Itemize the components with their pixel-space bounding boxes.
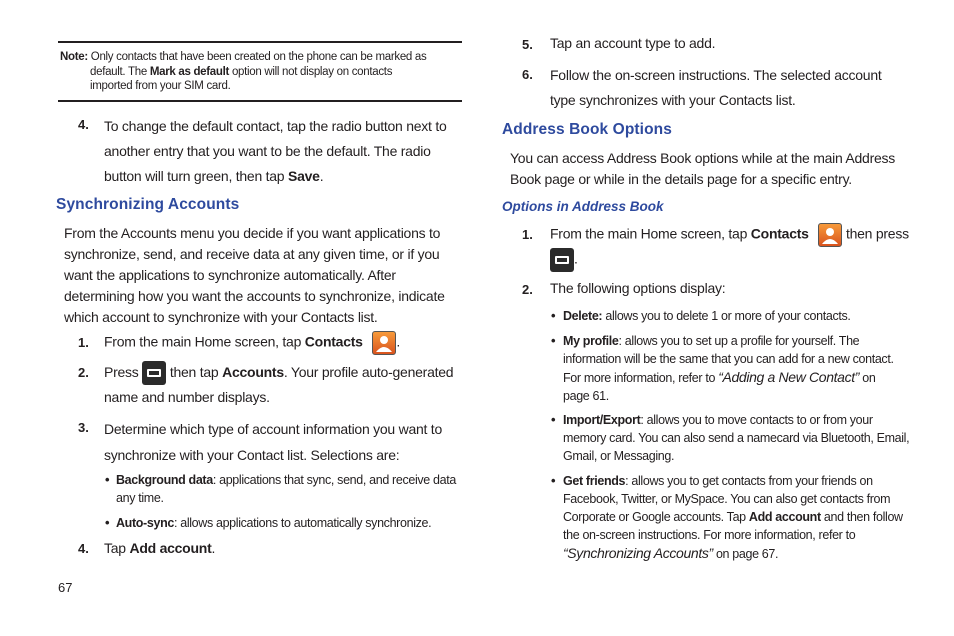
step-text — [550, 63, 910, 113]
paragraph-line: synchronize, send, and receive data at any given time, or if you — [64, 246, 440, 262]
bullet: • — [105, 472, 110, 487]
option-desc: Corporate or Google accounts. Tap — [563, 510, 749, 524]
option-my-profile — [563, 332, 923, 405]
option-desc: allows you to delete 1 or more of your contacts. — [602, 309, 851, 323]
note-block — [60, 50, 462, 94]
option-name: Delete: — [563, 309, 603, 323]
note-line-2: default. The — [90, 65, 150, 78]
option-desc: : allows you to move contacts to or from your — [640, 413, 873, 427]
option-desc: page 61. — [563, 389, 609, 403]
option-desc: the on-screen instructions. For more information, refer to — [563, 528, 856, 542]
page-number: 67 — [58, 580, 73, 595]
period: . — [211, 540, 216, 556]
step-line: another entry that you want to be the default. The radio — [104, 143, 431, 159]
note-mark-as-default: Mark as default — [149, 65, 230, 78]
option-desc: on — [859, 371, 876, 385]
option-desc: information will be the same that you can add for a new contact. — [563, 352, 894, 366]
step-number: 5. — [522, 37, 533, 52]
contacts-icon — [818, 223, 842, 247]
bullet: • — [551, 333, 556, 348]
option-desc: : allows you to set up a profile for yourself. The — [618, 334, 860, 348]
menu-key-icon — [142, 361, 166, 385]
bullet: • — [551, 473, 556, 488]
step-text: The following options display: — [550, 280, 726, 296]
step-text — [104, 360, 464, 410]
step-number: 1. — [522, 227, 533, 242]
bullet: • — [551, 308, 556, 323]
period: . — [396, 333, 400, 350]
option-delete — [563, 307, 913, 325]
step-number: 1. — [78, 335, 89, 350]
period: . — [319, 168, 324, 184]
step-text — [104, 331, 464, 355]
step-text — [550, 248, 578, 272]
contacts-label: Contacts — [304, 333, 363, 350]
step-number: 3. — [78, 420, 89, 435]
step-text — [104, 114, 464, 189]
paragraph-line: determining how you want the accounts to synchronize, indicate — [64, 288, 445, 304]
step-line: Follow the on-screen instructions. The selected account — [550, 67, 882, 83]
option-desc: : allows you to get contacts from your friends on — [625, 474, 873, 488]
option-get-friends — [563, 472, 923, 563]
option-import-export — [563, 411, 923, 465]
paragraph-line: Book page or while in the details page for a specific entry. — [510, 171, 852, 187]
option-desc: Facebook, Twitter, or MySpace. You can also get contacts from — [563, 492, 891, 506]
option-desc: any time. — [116, 491, 164, 505]
option-desc: : allows applications to automatically synchronize. — [173, 516, 432, 530]
step-text — [104, 538, 464, 559]
subheading-options-in-address-book: Options in Address Book — [502, 199, 664, 214]
bullet: • — [551, 412, 556, 427]
step-line: Press — [104, 364, 143, 380]
option-desc: : applications that sync, send, and receive data — [212, 473, 456, 487]
address-book-intro-paragraph — [510, 148, 910, 190]
step-line: name and number displays. — [104, 389, 270, 406]
paragraph-line: which account to synchronize with your Contacts list. — [64, 309, 378, 325]
contacts-icon — [372, 331, 396, 355]
note-line-3: imported from your SIM card. — [90, 80, 231, 92]
step-line: From the main Home screen, tap — [550, 225, 751, 242]
paragraph-line: You can access Address Book options while at the main Address — [510, 150, 896, 166]
step-line: synchronize with your Contact list. Selections are: — [104, 447, 400, 463]
option-desc: Gmail, or Messaging. — [563, 449, 675, 463]
paragraph-line: want the applications to synchronize automatically. After — [64, 267, 396, 283]
option-name: Get friends — [563, 474, 626, 488]
step-line: From the main Home screen, tap — [104, 333, 305, 350]
section-heading-address-book-options: Address Book Options — [502, 121, 672, 138]
step-number: 6. — [522, 67, 533, 82]
section-heading-synchronizing-accounts: Synchronizing Accounts — [56, 196, 240, 213]
option-background-data — [116, 471, 466, 507]
add-account-label: Add account — [748, 510, 821, 524]
step-line: . Your profile auto-generated — [283, 364, 454, 380]
sync-intro-paragraph — [64, 223, 464, 328]
add-account-label: Add account — [129, 540, 212, 556]
cross-reference: “Synchronizing Accounts” — [563, 545, 713, 561]
option-desc: and then follow — [820, 510, 903, 524]
step-number: 4. — [78, 117, 89, 132]
option-desc: memory card. You can also send a namecard via Bluetooth, Email, — [563, 431, 910, 445]
contacts-label: Contacts — [750, 225, 809, 242]
step-number: 2. — [522, 282, 533, 297]
step-line: type synchronizes with your Contacts list. — [550, 92, 796, 108]
step-number: 4. — [78, 541, 89, 556]
note-label: Note: — [60, 51, 88, 63]
period: . — [574, 250, 578, 267]
note-line-1: Only contacts that have been created on the phone can be marked as — [90, 51, 427, 63]
accounts-label: Accounts — [222, 364, 284, 380]
step-line: then press — [842, 225, 909, 242]
option-auto-sync — [116, 514, 466, 532]
option-desc: on page 67. — [712, 547, 779, 561]
cross-reference: “Adding a New Contact” — [718, 369, 860, 385]
menu-key-icon — [550, 248, 574, 272]
step-text: Tap an account type to add. — [550, 35, 716, 51]
paragraph-line: From the Accounts menu you decide if you want applications to — [64, 225, 441, 241]
step-line: button will turn green, then tap — [104, 168, 288, 184]
note-top-rule — [58, 41, 462, 43]
step-line: Tap — [104, 540, 130, 556]
step-line: Determine which type of account information you want to — [104, 421, 442, 437]
step-line: then tap — [166, 364, 223, 380]
step-text — [550, 223, 910, 247]
step-number: 2. — [78, 365, 89, 380]
step-text — [104, 416, 464, 468]
option-name: Background data — [116, 473, 213, 487]
save-label: Save — [287, 168, 320, 184]
option-desc: For more information, refer to — [563, 371, 719, 385]
option-name: My profile — [563, 334, 619, 348]
option-name: Auto-sync — [116, 516, 174, 530]
note-line-2-end: option will not display on contacts — [229, 65, 393, 78]
note-bottom-rule — [58, 100, 462, 102]
step-line: To change the default contact, tap the radio button next to — [104, 118, 447, 134]
option-name: Import/Export — [563, 413, 641, 427]
bullet: • — [105, 515, 110, 530]
